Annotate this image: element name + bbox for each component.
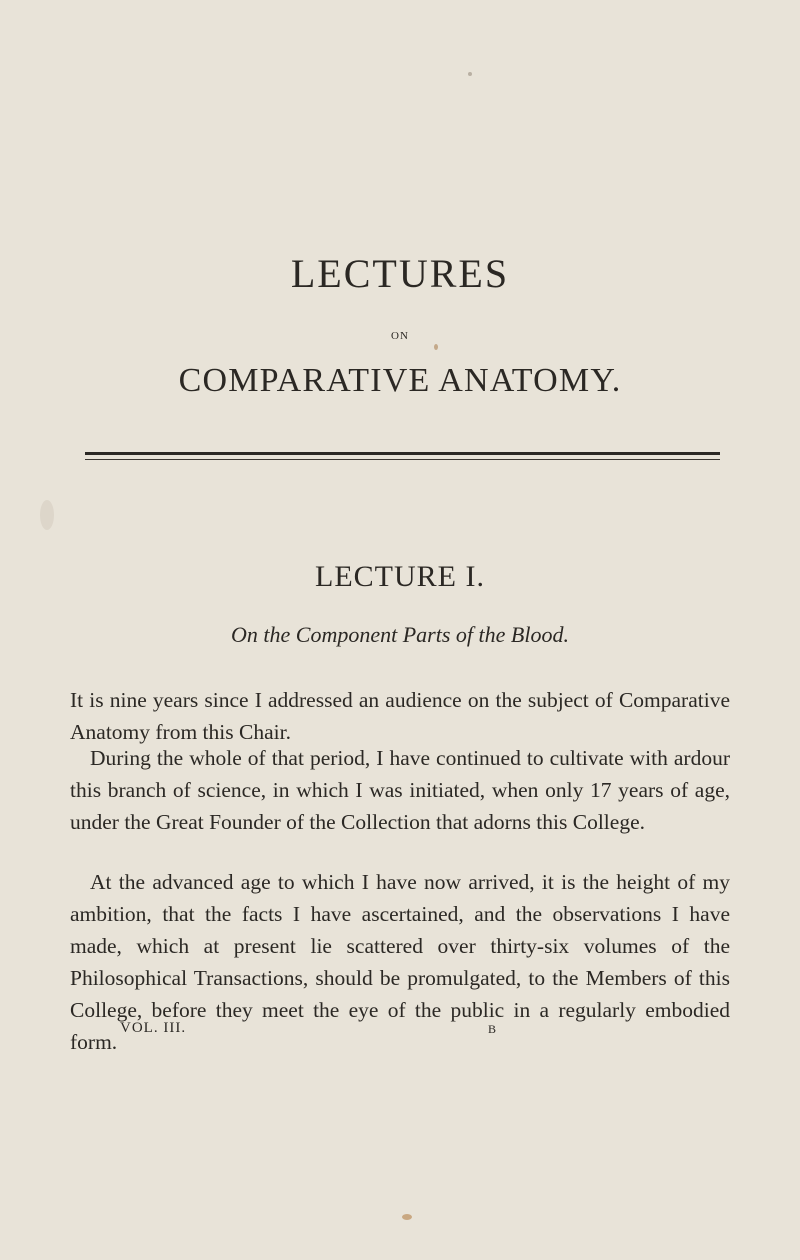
lecture-heading: LECTURE I.: [315, 560, 485, 593]
volume-signature: VOL. III.: [120, 1020, 187, 1036]
gathering-signature: B: [488, 1022, 497, 1036]
lecture-subtitle: On the Component Parts of the Blood.: [231, 622, 569, 647]
title-rule-thin: [85, 459, 720, 460]
title-rule-thick: [85, 452, 720, 455]
paper-spot: [468, 72, 472, 76]
paragraph-2: During the whole of that period, I have continued to cultivate with ardour this branch of science, in which I was initiated, when only 17 years of age, under the Great Founder of the Collection that adorns this College.: [70, 746, 730, 834]
paper-spot: [40, 500, 54, 530]
title-subject: COMPARATIVE ANATOMY.: [178, 362, 622, 399]
paper-spot: [434, 344, 438, 350]
title-connector: ON: [391, 330, 409, 342]
title-lectures: LECTURES: [290, 251, 510, 296]
paper-spot: [402, 1214, 412, 1220]
paragraph-1: It is nine years since I addressed an audience on the subject of Comparative Anatomy from this Chair.: [70, 688, 730, 744]
paragraph-3: At the advanced age to which I have now arrived, it is the height of my ambition, that the facts I have ascertained, and the observations I have made, which at present lie scattered over thirty-six volumes of the Philosophical Transactions, should be promulgated, to the Members of this College, before they meet the eye of the public in a regularly embodied form.: [70, 870, 730, 1054]
